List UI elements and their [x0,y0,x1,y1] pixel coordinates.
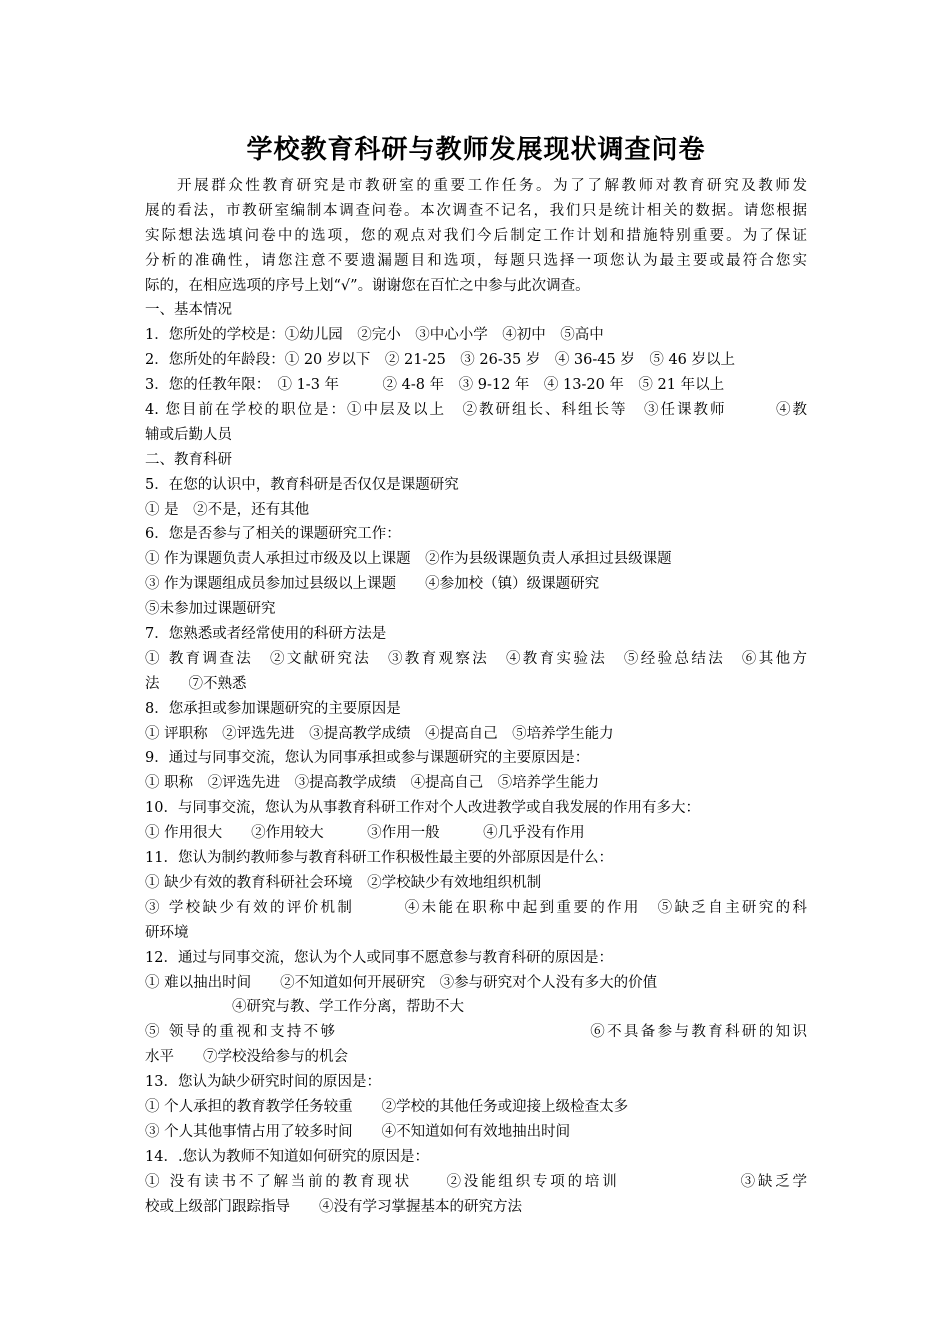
option-line: 法 ⑦不熟悉 [145,675,247,692]
option-line: 校或上级部门跟踪指导 ④没有学习掌握基本的研究方法 [145,1198,522,1215]
option-line: 研环境 [145,924,189,941]
option-line: ① 评职称 ②评选先进 ③提高教学成绩 ④提高自己 ⑤培养学生能力 [145,725,614,742]
document-title: 学校教育科研与教师发展现状调查问卷 [246,135,706,165]
intro-paragraph [145,174,807,298]
section-heading: 二、教育科研 [145,451,232,468]
question-line: 1．您所处的学校是：①幼儿园 ②完小 ③中心小学 ④初中 ⑤高中 [145,327,604,344]
option-line: ③ 学校缺少有效的评价机制 ④未能在职称中起到重要的作用 ⑤缺乏自主研究的科 [145,899,807,916]
intro-line: 际的，在相应选项的序号上划“√”。谢谢您在百忙之中参与此次调查。 [145,277,590,294]
question-line: 11．您认为制约教师参与教育科研工作积极性最主要的外部原因是什么： [145,850,613,867]
section-heading: 一、基本情况 [145,302,232,319]
question-line: 5．在您的认识中，教育科研是否仅仅是课题研究 [145,476,459,493]
intro-line: 展的看法，市教研室编制本调查问卷。本次调查不记名，我们只是统计相关的数据。请您根据 [145,202,807,219]
option-line: ① 是 ②不是，还有其他 [145,501,310,518]
option-line: ① 作用很大 ②作用较大 ③作用一般 ④几乎没有作用 [145,825,585,842]
question-line: 辅或后勤人员 [145,426,232,443]
option-line: ① 难以抽出时间 ②不知道如何开展研究 ③参与研究对个人没有多大的价值 [145,974,658,991]
option-line: ⑤ 领导的重视和支持不够 ⑥不具备参与教育科研的知识 [145,1024,807,1041]
questionnaire-page [145,128,807,1219]
option-line: ④研究与教、学工作分离，帮助不大 [145,999,464,1016]
question-line: 13．您认为缺少研究时间的原因是： [145,1074,381,1091]
question-line: 4. 您目前在学校的职位是：①中层及以上 ②教研组长、科组长等 ③任课教师 ④教 [145,402,807,419]
intro-line: 实际想法选填问卷中的选项，您的观点对我们今后制定工作计划和措施特别重要。为了保证 [145,227,807,244]
question-line: 8．您承担或参加课题研究的主要原因是 [145,700,401,717]
option-line: ① 个人承担的教育教学任务较重 ②学校的其他任务或迎接上级检查太多 [145,1098,629,1115]
option-line: ③ 个人其他事情占用了较多时间 ④不知道如何有效地抽出时间 [145,1123,571,1140]
option-line: ① 没有读书不了解当前的教育现状 ②没能组织专项的培训 ③缺乏学 [145,1173,807,1190]
question-line: 12．通过与同事交流，您认为个人或同事不愿意参与教育科研的原因是： [145,949,613,966]
question-line: 14．.您认为教师不知道如何研究的原因是： [145,1148,430,1165]
intro-line: 开展群众性教育研究是市教研室的重要工作任务。为了了解教师对教育研究及教师发 [177,178,807,194]
question-list [145,298,807,1219]
option-line: ③ 作为课题组成员参加过县级以上课题 ④参加校（镇）级课题研究 [145,576,600,593]
intro-line: 分析的准确性，请您注意不要遗漏题目和选项，每题只选择一项您认为最主要或最符合您实 [145,252,807,269]
option-line: 水平 ⑦学校没给参与的机会 [145,1049,348,1066]
question-line: 10．与同事交流，您认为从事教育科研工作对个人改进教学或自我发展的作用有多大： [145,800,700,817]
question-line: 9．通过与同事交流，您认为同事承担或参与课题研究的主要原因是： [145,750,590,767]
question-line: 2．您所处的年龄段：① 20 岁以下 ② 21-25 ③ 26-35 岁 ④ 36-45 岁 ⑤ 46 岁以上 [145,352,736,369]
option-line: ⑤未参加过课题研究 [145,601,276,618]
option-line: ① 教育调查法 ②文献研究法 ③教育观察法 ④教育实验法 ⑤经验总结法 ⑥其他方 [145,650,807,667]
option-line: ① 缺少有效的教育科研社会环境 ②学校缺少有效地组织机制 [145,874,542,891]
option-line: ① 作为课题负责人承担过市级及以上课题 ②作为县级课题负责人承担过县级课题 [145,551,672,568]
question-line: 3．您的任教年限： ① 1-3 年 ② 4-8 年 ③ 9-12 年 ④ 13-20 年 ⑤ 21 年以上 [145,377,725,394]
option-line: ① 职称 ②评选先进 ③提高教学成绩 ④提高自己 ⑤培养学生能力 [145,775,600,792]
question-line: 7．您熟悉或者经常使用的科研方法是 [145,626,387,643]
question-line: 6．您是否参与了相关的课题研究工作： [145,526,401,543]
